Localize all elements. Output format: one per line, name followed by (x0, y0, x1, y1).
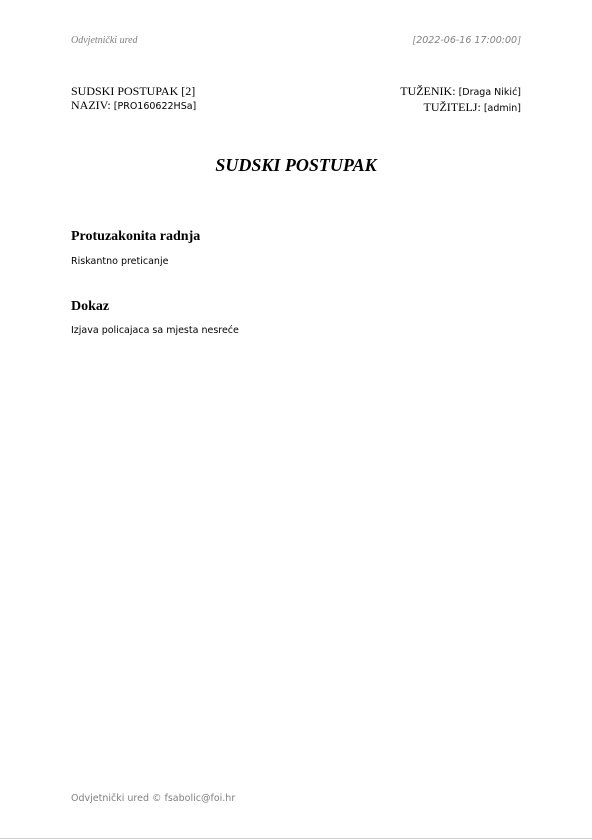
section-heading-unlawful-act: Protuzakonita radnja (71, 229, 201, 244)
defendant-line (400, 84, 521, 100)
plaintiff-label: TUŽITELJ: (423, 100, 481, 114)
case-name-label: NAZIV: (71, 98, 111, 112)
plaintiff-line (400, 100, 521, 116)
plaintiff-value: [admin] (483, 103, 521, 114)
case-label: SUDSKI POSTUPAK (71, 84, 179, 98)
case-number-line (71, 84, 196, 98)
section-body-evidence: Izjava policajaca sa mjesta nesreće (71, 325, 239, 336)
section-body-unlawful-act: Riskantno preticanje (71, 256, 169, 267)
document-title: SUDSKI POSTUPAK (215, 155, 377, 175)
case-name-value: [PRO160622HSa] (113, 101, 197, 112)
case-meta-right (400, 84, 521, 116)
section-heading-evidence: Dokaz (71, 299, 110, 314)
timestamp-bracket-close: ] (517, 35, 521, 46)
case-name-line (71, 98, 196, 114)
header-office-name: Odvjetnički ured (71, 35, 138, 46)
case-meta-left (71, 84, 196, 114)
case-number: [2] (181, 84, 196, 98)
defendant-label: TUŽENIK: (400, 84, 456, 98)
timestamp-value: 2022-06-16 17:00:00 (416, 35, 518, 46)
page-footer: Odvjetnički ured © fsabolic@foi.hr (71, 793, 236, 804)
defendant-value: [Draga Nikić] (458, 87, 521, 98)
header-timestamp (412, 35, 521, 46)
timestamp-bracket-open: [ (412, 35, 417, 46)
